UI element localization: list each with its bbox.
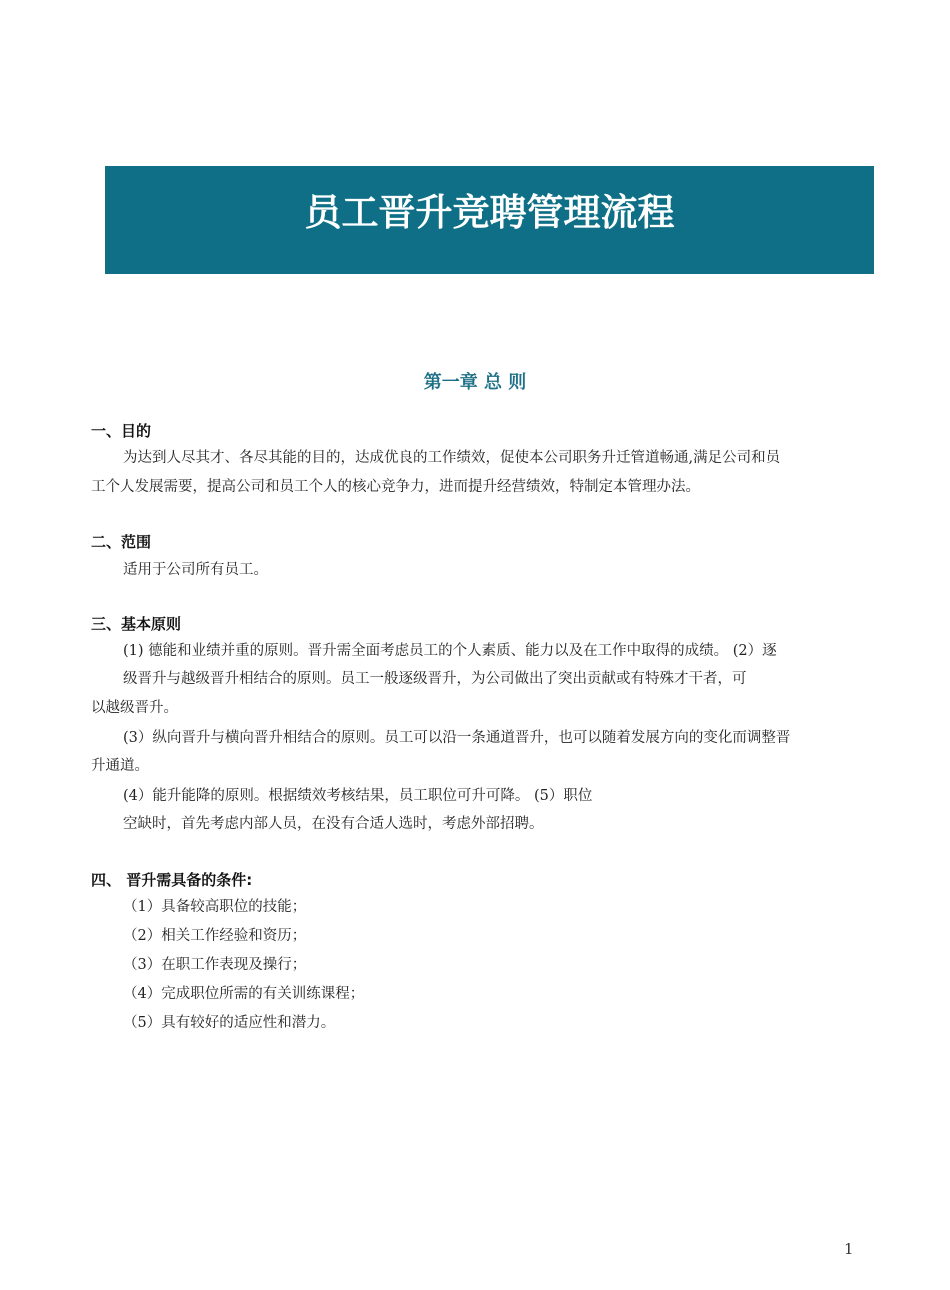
principles-line-4: (3）纵向晋升与横向晋升相结合的原则。员工可以沿一条通道晋升，也可以随着发展方向的变化而调整晋 <box>123 730 791 746</box>
section-heading-principles: 三、基本原则 <box>91 615 182 633</box>
principles-line-1: (1) 德能和业绩并重的原则。晋升需全面考虑员工的个人素质、能力以及在工作中取得的成绩。 (2）逐 <box>123 643 777 659</box>
principles-line-6: (4）能升能降的原则。根据绩效考核结果，员工职位可升可降。 (5）职位 <box>123 788 593 804</box>
scope-line-1: 适用于公司所有员工。 <box>123 562 268 578</box>
principles-line-2: 级晋升与越级晋升相结合的原则。员工一般逐级晋升，为公司做出了突出贡献或有特殊才干者，可 <box>123 671 747 687</box>
principles-line-7: 空缺时，首先考虑内部人员，在没有合适人选时，考虑外部招聘。 <box>123 816 544 832</box>
condition-item: （5）具有较好的适应性和潜力。 <box>123 1015 336 1031</box>
document-title: 员工晋升竞聘管理流程 <box>304 191 675 234</box>
section-heading-purpose: 一、目的 <box>91 422 152 440</box>
condition-item: （2）相关工作经验和资历； <box>123 928 307 944</box>
principles-line-5: 升通道。 <box>91 758 149 774</box>
section-heading-conditions: 四、 晋升需具备的条件: <box>91 871 253 889</box>
principles-line-3: 以越级晋升。 <box>91 700 178 716</box>
purpose-line-2: 工个人发展需要，提高公司和员工个人的核心竞争力，进而提升经营绩效，特制定本管理办法。 <box>91 479 700 495</box>
condition-item: （1）具备较高职位的技能； <box>123 899 307 915</box>
condition-item: （4）完成职位所需的有关训练课程； <box>123 986 365 1002</box>
section-heading-scope: 二、范围 <box>91 533 152 551</box>
purpose-line-1: 为达到人尽其才、各尽其能的目的，达成优良的工作绩效，促使本公司职务升迁管道畅通,满足公司和员 <box>123 450 781 466</box>
title-banner <box>105 166 874 274</box>
chapter-title: 第一章 总 则 <box>423 372 527 393</box>
page-number: 1 <box>844 1240 854 1258</box>
condition-item: （3）在职工作表现及操行； <box>123 957 307 973</box>
